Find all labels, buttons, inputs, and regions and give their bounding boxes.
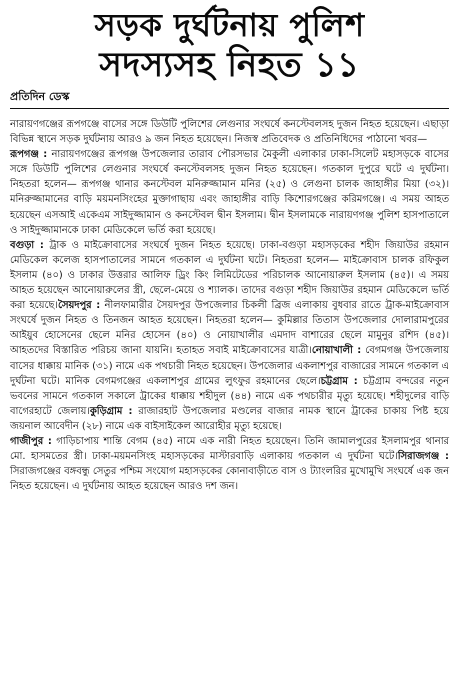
paragraph-text: সিরাজগঞ্জের বঙ্গবন্ধু সেতুর পশ্চিম সংযোগ মহাসড়কের কোনাবাড়ীতে বাস ও ট্যাংলরির মুখোমুখি সংঘর্ষে এক জন নিহত হয়েছেন। এ দুর্ঘটনায় আহত হয়েছেন আরও দশ জন। xyxy=(10,466,449,493)
location-label: নোয়াখালী : xyxy=(311,345,362,357)
paragraph-text: চট্টগ্রাম বন্দরের নতুন ভবনের সামনে গতকাল সকালে ট্রাকের ধাক্কায় শহীদুল (৪৪) নামে এক পথচারীর মৃত্যু হয়েছে। শহীদুলের বাড়ি বাগেরহাটে জেলায়। xyxy=(10,375,449,417)
paragraph-bogura xyxy=(10,238,449,434)
location-label: কুড়িগ্রাম : xyxy=(89,405,133,417)
article-body xyxy=(10,117,449,494)
location-label: বগুড়া : xyxy=(10,239,44,251)
paragraph-gazipur xyxy=(10,434,449,494)
location-label: গাজীপুর : xyxy=(10,435,52,447)
location-label: রূপগঞ্জ : xyxy=(10,149,48,161)
paragraph-text: ট্রাক ও মাইক্রোবাসের সংঘর্ষে দুজন নিহত হয়েছে। ঢাকা-বগুড়া মহাসড়কের শহীদ জিয়াউর রহমান মেডিকেল কলেজ হাসপাতালের সামনে গতকাল এ দুর্ঘটনা ঘটে। নিহতরা হলেন— মাইক্রোবাস চালক রফিকুল ইসলাম (৪০) ও ঢাকার উত্তরার আলিফ ড্রিং কিং লিমিটেডের পরিচালক আনোয়ারুল ইসলাম (৪৫)। এ সময় আহত হয়েছেন আনোয়ারুলের স্ত্রী, ছেলে-মেয়ে ও শ্যালক। তাদের বগুড়া শহীদ জিয়াউর রহমান মেডিকেলে ভর্তি করা হয়েছে। xyxy=(10,239,449,312)
location-label: সিরাজগঞ্জ : xyxy=(397,451,449,463)
paragraph-text: গাড়িচাপায় শান্তি বেগম (৪৫) নামে এক নারী নিহত হয়েছেন। তিনি জামালপুরের ইসলামপুর থানার মো. হাসমতের স্ত্রী। ঢাকা-ময়মনসিংহ মহাসড়কের মাস্টারবাড়ি এলাকায় গতকাল এ দুর্ঘটনা ঘটে। xyxy=(10,435,449,463)
paragraph-text: নারায়ণগঞ্জের রূপগঞ্জ উপজেলার তারাব পৌরসভার মৈকুলী এলাকার ঢাকা-সিলেট মহাসড়কে বাসের সঙ্গে ডিউটি পুলিশের লেগুনার সংঘর্ষে কনস্টেবলসহ দুজন নিহত হয়েছেন। গতকাল দুপুরে ঘটে এ দুর্ঘটনা। নিহতরা হলেন— রূপগঞ্জ থানার কনস্টেবল মনিরুজ্জামান মনির (২৫) ও লেগুনা চালক জাহাঙ্গীর মিয়া (৩২)। মনিরুজ্জামানের বাড়ি ময়মনসিংহের মুক্তাগাছায় এবং জাহাঙ্গীর বাড়ি কিশোরগঞ্জের করিমগঞ্জে। এ সময় আহত হয়েছেন এসআই একেএম সাইদুজ্জামান ও কনস্টেবল দ্বীন ইসলাম। দ্বীন ইসলামকে নারায়ণগঞ্জ পুলিশ হাসপাতালে ও সাইদুজ্জামানকে ঢাকা মেডিকেলে ভর্তি করা হয়েছে। xyxy=(10,149,449,236)
headline-line-1: সড়ক দুর্ঘটনায় পুলিশ xyxy=(94,6,365,44)
paragraph-text: নীলফামারীর সৈয়দপুর উপজেলার চিকলী ব্রিজ এলাকায় বুধবার রাতে ট্রাক-মাইক্রোবাস সংঘর্ষে দুজন নিহত ও তিনজন আহত হয়েছেন। নিহতরা হলেন— কুমিল্লার তিতাস উপজেলার দোলারামপুরের আইয়ুব হোসেনের ছেলে মনির হোসেন (৪০) ও নোয়াখালীর এমদাদ বাশারের ছেলে মামুনুর রশিদ (৪৫)। আহতদের বিস্তারিত পরিচয় জানা যায়নি। হতাহত সবাই মাইক্রোবাসের যাত্রী। xyxy=(10,300,449,357)
location-label: চট্টগ্রাম : xyxy=(320,375,358,387)
byline-divider xyxy=(10,108,449,109)
paragraph-text: রাজারহাট উপজেলার মণ্ডলের বাজার নামক স্থানে ট্রাকের চাকায় পিষ্ট হয়ে জয়নাল আবেদীন (২৮) নামে এক বাইসাইকেল আরোহীর মৃত্যু হয়েছে। xyxy=(10,405,449,432)
intro-paragraph: নারায়ণগঞ্জের রূপগঞ্জে বাসের সঙ্গে ডিউটি পুলিশের লেগুনার সংঘর্ষে কনস্টেবলসহ দুজন নিহত হয়েছেন। এছাড়া বিভিন্ন স্থানে সড়ক দুর্ঘটনায় আরও ৯ জন নিহত হয়েছেন। নিজস্ব প্রতিবেদক ও প্রতিনিধিদের পাঠানো খবর— xyxy=(10,119,449,146)
headline-line-2: সদস্যসহ নিহত ১১ xyxy=(99,45,360,85)
paragraph-text: বেগমগঞ্জ উপজেলায় বাসের ধাক্কায় মানিক (৩১) নামে এক পথচারী নিহত হয়েছেন। উপজেলার একলাশপুর বাজারের সামনে গতকাল এ দুর্ঘটনা ঘটে। মানিক বেগমগঞ্জের একলাশপুর গ্রামের লুৎফুর রহমানের ছেলে। xyxy=(10,345,449,387)
article-headline xyxy=(10,6,449,86)
paragraph-rupganj xyxy=(10,147,449,238)
location-label: সৈয়দপুর : xyxy=(57,300,101,312)
byline: প্রতিদিন ডেস্ক xyxy=(10,90,70,103)
